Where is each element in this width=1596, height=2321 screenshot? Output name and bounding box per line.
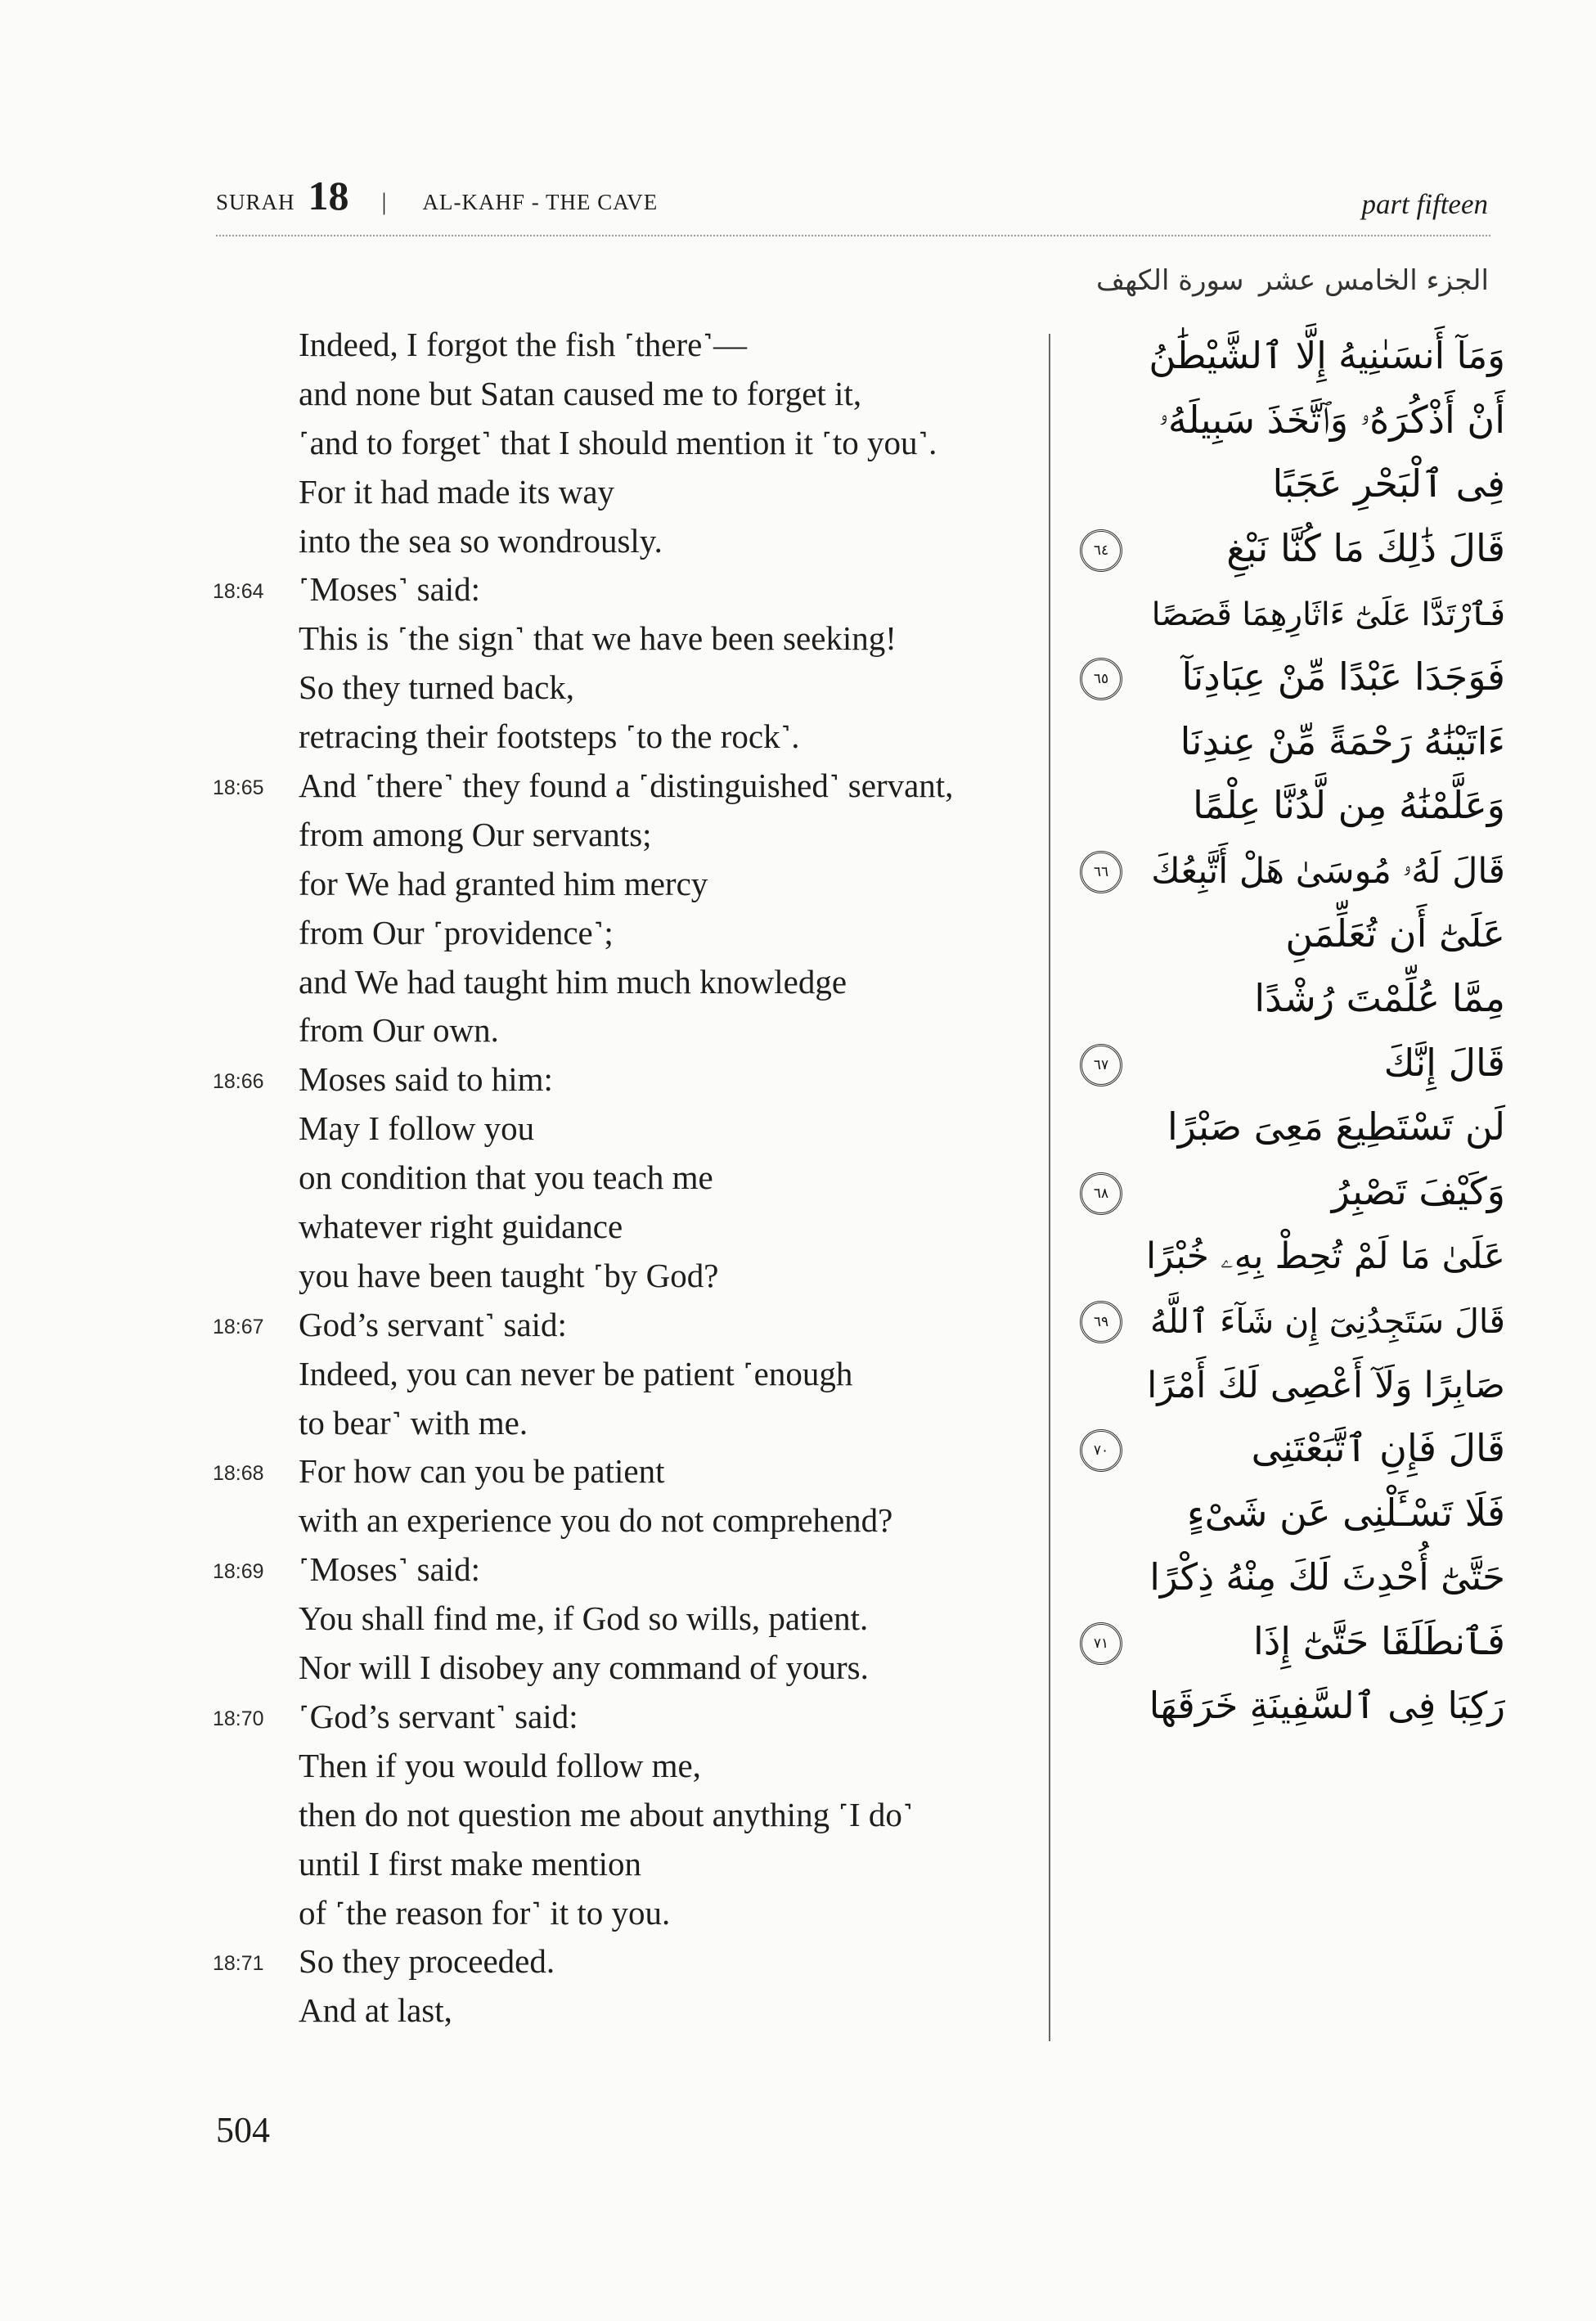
verse-reference: 18:66 (213, 1070, 264, 1094)
translation-text: from among Our servants; (299, 815, 652, 853)
page-number: 504 (216, 2110, 270, 2150)
arabic-text: فِى ٱلْبَحْرِ عَجَبًا (1272, 461, 1505, 506)
translation-text: for We had granted him mercy (299, 864, 708, 902)
arabic-text: عَلَىٰ مَا لَمْ تُحِطْ بِهِۦ خُبْرًا (1145, 1235, 1505, 1278)
arabic-text: وَمَآ أَنسَىٰنِيهُ إِلَّا ٱلشَّيْطَٰنُ (1149, 334, 1505, 377)
arabic-part-label: الجزء الخامس عشر (1258, 264, 1489, 297)
arabic-verse-line (1080, 1416, 1505, 1481)
translation-line (213, 1840, 1031, 1889)
translation-line (213, 1545, 1031, 1595)
verse-reference: 18:68 (213, 1462, 264, 1486)
arabic-text: فَوَجَدَا عَبْدًا مِّنْ عِبَادِنَآ (1181, 654, 1505, 699)
translation-text: and none but Satan caused me to forget it, (299, 374, 862, 412)
translation-text: ˹God’s servant˺ said: (299, 1697, 578, 1735)
arabic-text: حَتَّىٰٓ أُحْدِثَ لَكَ مِنْهُ ذِكْرًا (1149, 1555, 1505, 1599)
translation-text: So they turned back, (299, 668, 575, 707)
translation-line (213, 1006, 1031, 1055)
arabic-verse-line (1080, 773, 1505, 838)
surah-name: AL-KAHF - THE CAVE (422, 190, 659, 214)
translation-text: retracing their footsteps ˹to the rock˺. (299, 717, 800, 756)
verse-number-medallion: ٦٧ (1080, 1044, 1122, 1086)
translation-text: May I follow you (299, 1109, 535, 1148)
translation-text: For how can you be patient (299, 1452, 665, 1491)
translation-text: whatever right guidance (299, 1208, 623, 1246)
arabic-text: عَلَىٰٓ أَن تُعَلِّمَنِ (1285, 911, 1505, 956)
column-divider (1049, 334, 1050, 2041)
arabic-text: قَالَ لَهُۥ مُوسَىٰ هَلْ أَتَّبِعُكَ (1151, 850, 1505, 892)
translation-text: on condition that you teach me (299, 1158, 713, 1197)
verse-reference: 18:64 (213, 580, 264, 604)
translation-text: with an experience you do not comprehend? (299, 1501, 893, 1540)
translation-line (213, 321, 1031, 370)
translation-line (213, 1496, 1031, 1545)
translation-text: ˹Moses˺ said: (299, 570, 481, 609)
arabic-verse-line (1080, 966, 1505, 1031)
verse-number-medallion: ٦٥ (1080, 658, 1122, 700)
arabic-verse-line (1080, 1545, 1505, 1609)
arabic-verse-line (1080, 645, 1505, 709)
translation-text: God’s servant˺ said: (299, 1305, 567, 1343)
translation-line (213, 565, 1031, 614)
translation-line (213, 1252, 1031, 1301)
verse-reference: 18:70 (213, 1707, 264, 1730)
arabic-verse-line (1080, 1031, 1505, 1095)
translation-text: from Our own. (299, 1011, 499, 1050)
arabic-text: وَعَلَّمْنَٰهُ مِن لَّدُنَّا عِلْمًا (1193, 783, 1505, 828)
arabic-text: قَالَ ذَٰلِكَ مَا كُنَّا نَبْغِ (1226, 525, 1505, 570)
translation-line (213, 517, 1031, 566)
arabic-verse-line (1080, 1481, 1505, 1545)
arabic-verse-line (1080, 838, 1505, 902)
translation-line (213, 1301, 1031, 1350)
translation-text: into the sea so wondrously. (299, 521, 663, 560)
header-separator: | (381, 188, 387, 215)
translation-line (213, 762, 1031, 811)
arabic-verse-line (1080, 902, 1505, 966)
surah-label: SURAH (216, 190, 295, 214)
translation-line (213, 1644, 1031, 1693)
verse-reference: 18:71 (213, 1952, 264, 1976)
translation-line (213, 1399, 1031, 1448)
arabic-text: لَن تَسْتَطِيعَ مَعِىَ صَبْرًا (1167, 1104, 1505, 1149)
translation-line (213, 1986, 1031, 2035)
arabic-text: فَٱرْتَدَّا عَلَىٰٓ ءَاثَارِهِمَا قَصَصًا (1151, 596, 1505, 634)
translation-text: until I first make mention (299, 1844, 642, 1882)
arabic-text: قَالَ فَإِنِ ٱتَّبَعْتَنِى (1251, 1426, 1505, 1471)
arabic-text: رَكِبَا فِى ٱلسَّفِينَةِ خَرَقَهَا (1149, 1684, 1505, 1728)
translation-text: You shall find me, if God so wills, patient. (299, 1599, 869, 1638)
translation-line (213, 1791, 1031, 1840)
arabic-verse-line (1080, 580, 1505, 645)
translation-line (213, 811, 1031, 860)
header-divider (216, 235, 1490, 236)
arabic-text: قَالَ إِنَّكَ (1383, 1040, 1505, 1085)
translation-text: from Our ˹providence˺; (299, 913, 614, 951)
english-translation-column (213, 321, 1031, 2035)
verse-number-medallion: ٦٤ (1080, 529, 1122, 572)
translation-line (213, 909, 1031, 958)
surah-number: 18 (308, 173, 349, 218)
translation-line (213, 713, 1031, 762)
translation-line (213, 958, 1031, 1007)
verse-number-medallion: ٦٩ (1080, 1301, 1122, 1343)
translation-text: you have been taught ˹by God? (299, 1256, 719, 1294)
translation-line (213, 370, 1031, 419)
translation-text: ˹and to forget˺ that I should mention it ˹to you˺. (299, 423, 937, 461)
arabic-running-header (1096, 260, 1489, 301)
translation-line (213, 1104, 1031, 1154)
translation-text: to bear˺ with me. (299, 1403, 528, 1442)
arabic-verse-line (1080, 1223, 1505, 1288)
arabic-verse-line (1080, 1673, 1505, 1738)
arabic-verse-line (1080, 1159, 1505, 1224)
translation-line (213, 1595, 1031, 1644)
arabic-verse-line (1080, 388, 1505, 452)
running-header (216, 172, 658, 221)
arabic-verse-line (1080, 1609, 1505, 1674)
translation-line (213, 468, 1031, 517)
arabic-text: ءَاتَيْنَٰهُ رَحْمَةً مِّنْ عِندِنَا (1180, 718, 1505, 763)
arabic-text: قَالَ سَتَجِدُنِىٓ إِن شَآءَ ٱللَّهُ (1149, 1301, 1505, 1341)
arabic-text: مِمَّا عُلِّمْتَ رُشْدًا (1254, 975, 1505, 1020)
translation-text: Nor will I disobey any command of yours. (299, 1649, 869, 1687)
arabic-verse-line (1080, 709, 1505, 774)
translation-text: of ˹the reason for˺ it to you. (299, 1893, 671, 1932)
translation-line (213, 860, 1031, 909)
translation-line (213, 614, 1031, 663)
arabic-text: فَٱنطَلَقَا حَتَّىٰٓ إِذَا (1253, 1618, 1505, 1663)
translation-text: then do not question me about anything ˹I do˺ (299, 1795, 914, 1833)
translation-line (213, 1203, 1031, 1252)
translation-line (213, 663, 1031, 713)
arabic-text-column (1080, 323, 1505, 1738)
translation-text: Moses said to him: (299, 1060, 553, 1099)
translation-text: Indeed, you can never be patient ˹enough (299, 1354, 853, 1392)
arabic-verse-line (1080, 452, 1505, 516)
part-label: part fifteen (1361, 188, 1488, 220)
translation-line (213, 1693, 1031, 1742)
verse-reference: 18:69 (213, 1560, 264, 1584)
translation-text: Indeed, I forgot the fish ˹there˺— (299, 326, 747, 363)
verse-reference: 18:65 (213, 776, 264, 800)
translation-text: ˹Moses˺ said: (299, 1550, 481, 1589)
verse-number-medallion: ٦٨ (1080, 1172, 1122, 1215)
translation-text: and We had taught him much knowledge (299, 962, 847, 1001)
translation-line (213, 419, 1031, 468)
translation-line (213, 1889, 1031, 1938)
translation-line (213, 1742, 1031, 1791)
translation-text: Then if you would follow me, (299, 1746, 701, 1784)
translation-line (213, 1154, 1031, 1203)
arabic-verse-line (1080, 323, 1505, 388)
translation-line (213, 1447, 1031, 1496)
translation-line (213, 1350, 1031, 1399)
arabic-text: صَابِرًا وَلَآ أَعْصِى لَكَ أَمْرًا (1147, 1364, 1505, 1406)
arabic-verse-line (1080, 516, 1505, 581)
arabic-verse-line (1080, 1352, 1505, 1417)
translation-text: This is ˹the sign˺ that we have been seeking! (299, 619, 897, 658)
arabic-surah-label: سورة الكهف (1096, 264, 1244, 297)
translation-text: And at last, (299, 1991, 452, 2030)
translation-text: For it had made its way (299, 472, 615, 511)
arabic-verse-line (1080, 1095, 1505, 1159)
arabic-text: فَلَا تَسْـَٔلْنِى عَن شَىْءٍ (1186, 1490, 1505, 1535)
verse-reference: 18:67 (213, 1315, 264, 1338)
translation-text: And ˹there˺ they found a ˹distinguished˺ servant, (299, 767, 954, 805)
translation-line (213, 1055, 1031, 1104)
verse-number-medallion: ٧٠ (1080, 1429, 1122, 1472)
arabic-text: أَنْ أَذْكُرَهُۥ وَٱتَّخَذَ سَبِيلَهُۥ (1158, 397, 1505, 442)
translation-line (213, 1937, 1031, 1986)
translation-text: So they proceeded. (299, 1942, 555, 1981)
verse-number-medallion: ٦٦ (1080, 851, 1122, 893)
verse-number-medallion: ٧١ (1080, 1622, 1122, 1665)
arabic-text: وَكَيْفَ تَصْبِرُ (1331, 1168, 1505, 1213)
arabic-verse-line (1080, 1288, 1505, 1352)
